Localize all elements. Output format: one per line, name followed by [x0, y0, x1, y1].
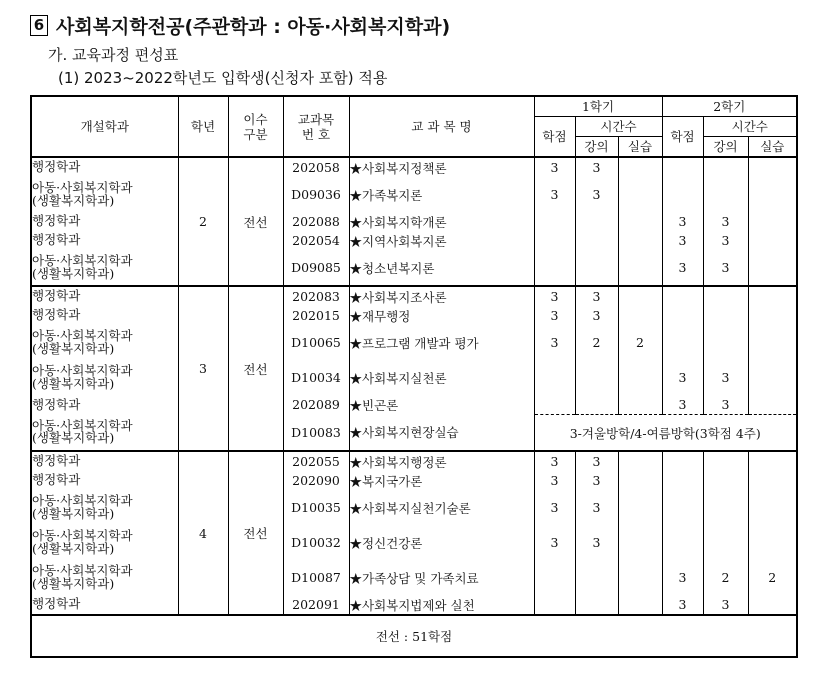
cell-s1p — [618, 560, 662, 595]
cell-type: 전선 — [228, 451, 283, 615]
cell-code: 202091 — [283, 595, 349, 615]
cell-code: 202015 — [283, 306, 349, 325]
cell-s1l: 3 — [575, 157, 618, 177]
cell-subject: ★가족상담 및 가족치료 — [349, 560, 534, 595]
cell-s2c — [662, 325, 703, 360]
cell-s2l — [703, 157, 748, 177]
cell-dept: 행정학과 — [31, 471, 178, 490]
cell-s2p — [748, 250, 797, 286]
cell-s1l — [575, 360, 618, 395]
table-row — [31, 525, 797, 560]
cell-code: D10065 — [283, 325, 349, 360]
section-number: 6 — [30, 15, 48, 36]
cell-s2c: 3 — [662, 395, 703, 415]
table-row — [31, 395, 797, 415]
header-sem1-hours: 시간수 — [575, 117, 662, 137]
cell-s2c — [662, 490, 703, 525]
cell-code: D09085 — [283, 250, 349, 286]
cell-s2l — [703, 325, 748, 360]
cell-s1p — [618, 157, 662, 177]
cell-s1p — [618, 286, 662, 306]
header-code — [283, 96, 349, 157]
cell-code: 202089 — [283, 395, 349, 415]
cell-s1l: 3 — [575, 286, 618, 306]
table-row — [31, 415, 797, 452]
cell-s1l: 3 — [575, 471, 618, 490]
header-sem2-lecture: 강의 — [703, 137, 748, 158]
header-sem2-practice: 실습 — [748, 137, 797, 158]
subheading: 가. 교육과정 편성표 — [48, 46, 179, 64]
cell-s1c: 3 — [534, 471, 575, 490]
cell-code: D10087 — [283, 560, 349, 595]
cell-subject: ★사회복지정책론 — [349, 157, 534, 177]
cell-s1p — [618, 490, 662, 525]
cell-dept: 행정학과 — [31, 451, 178, 471]
cell-s2c — [662, 286, 703, 306]
table-row — [31, 250, 797, 286]
total-credits: 전선 : 51학점 — [31, 615, 797, 657]
cell-s1c — [534, 595, 575, 615]
cell-note: 3-겨울방학/4-여름방학(3학점 4주) — [534, 415, 797, 452]
cell-dept: 아동·사회복지학과 (생활복지학과) — [31, 177, 178, 212]
cell-subject: ★사회복지행정론 — [349, 451, 534, 471]
cell-s1l: 3 — [575, 525, 618, 560]
cell-s1p — [618, 250, 662, 286]
cell-s1p — [618, 231, 662, 250]
cell-s2c: 3 — [662, 595, 703, 615]
cell-subject: ★지역사회복지론 — [349, 231, 534, 250]
cell-subject: ★사회복지실천론 — [349, 360, 534, 395]
cell-subject: ★재무행정 — [349, 306, 534, 325]
header-sem1-practice: 실습 — [618, 137, 662, 158]
table-row — [31, 490, 797, 525]
header-subject: 교 과 목 명 — [349, 96, 534, 157]
cell-s2c — [662, 177, 703, 212]
table-row — [31, 595, 797, 615]
cell-s1c: 3 — [534, 325, 575, 360]
cell-s2p — [748, 595, 797, 615]
cell-year: 4 — [178, 451, 228, 615]
cell-subject: ★청소년복지론 — [349, 250, 534, 286]
header-sem2-hours: 시간수 — [703, 117, 797, 137]
cell-s1p — [618, 471, 662, 490]
cell-s2l — [703, 177, 748, 212]
cell-s2p — [748, 325, 797, 360]
cell-s2c: 3 — [662, 250, 703, 286]
cell-s2p — [748, 525, 797, 560]
cell-s2p — [748, 395, 797, 415]
cell-s1c — [534, 395, 575, 415]
cell-code: 202054 — [283, 231, 349, 250]
cell-s1p — [618, 395, 662, 415]
cell-dept: 행정학과 — [31, 212, 178, 231]
cell-s2l — [703, 451, 748, 471]
cell-code: D10034 — [283, 360, 349, 395]
cell-s2l: 3 — [703, 231, 748, 250]
cell-subject: ★사회복지학개론 — [349, 212, 534, 231]
cell-s1l: 3 — [575, 490, 618, 525]
cell-s2p — [748, 490, 797, 525]
cell-s1l: 3 — [575, 451, 618, 471]
cell-subject: ★빈곤론 — [349, 395, 534, 415]
cell-s2p — [748, 212, 797, 231]
table-row — [31, 286, 797, 306]
cell-dept: 아동·사회복지학과 (생활복지학과) — [31, 325, 178, 360]
cell-s2p — [748, 360, 797, 395]
cell-s2p — [748, 451, 797, 471]
cell-s2p: 2 — [748, 560, 797, 595]
cell-type: 전선 — [228, 157, 283, 286]
subsubheading: (1) 2023~2022학년도 입학생(신청자 포함) 적용 — [58, 69, 388, 87]
header-year: 학년 — [178, 96, 228, 157]
cell-dept: 행정학과 — [31, 157, 178, 177]
cell-s1l — [575, 395, 618, 415]
cell-s2l — [703, 525, 748, 560]
cell-s2p — [748, 177, 797, 212]
header-type — [228, 96, 283, 157]
cell-year: 3 — [178, 286, 228, 451]
header-dept: 개설학과 — [31, 96, 178, 157]
header-sem1-credit: 학점 — [534, 117, 575, 158]
cell-dept: 아동·사회복지학과 (생활복지학과) — [31, 560, 178, 595]
cell-s1l — [575, 560, 618, 595]
cell-s2c — [662, 471, 703, 490]
cell-s2c — [662, 451, 703, 471]
cell-s1l: 3 — [575, 306, 618, 325]
cell-s1p — [618, 451, 662, 471]
cell-dept: 아동·사회복지학과 (생활복지학과) — [31, 250, 178, 286]
cell-subject: ★정신건강론 — [349, 525, 534, 560]
table-row — [31, 560, 797, 595]
cell-s1c — [534, 360, 575, 395]
cell-s1l: 3 — [575, 177, 618, 212]
cell-dept: 행정학과 — [31, 286, 178, 306]
table-row — [31, 360, 797, 395]
cell-subject: ★사회복지법제와 실천 — [349, 595, 534, 615]
cell-s2c — [662, 306, 703, 325]
cell-code: D10035 — [283, 490, 349, 525]
cell-subject: ★사회복지실천기술론 — [349, 490, 534, 525]
cell-s1c — [534, 212, 575, 231]
curriculum-table — [30, 95, 798, 658]
cell-s1l — [575, 231, 618, 250]
cell-code: 202083 — [283, 286, 349, 306]
cell-year: 2 — [178, 157, 228, 286]
cell-s2l — [703, 471, 748, 490]
cell-s1c: 3 — [534, 286, 575, 306]
cell-subject: ★복지국가론 — [349, 471, 534, 490]
cell-dept: 아동·사회복지학과 (생활복지학과) — [31, 490, 178, 525]
cell-s2p — [748, 286, 797, 306]
cell-s2l: 3 — [703, 212, 748, 231]
cell-code: 202055 — [283, 451, 349, 471]
cell-s2l: 3 — [703, 360, 748, 395]
cell-subject: ★가족복지론 — [349, 177, 534, 212]
cell-s2l — [703, 490, 748, 525]
cell-s1p — [618, 306, 662, 325]
cell-s1c: 3 — [534, 177, 575, 212]
cell-code: D09036 — [283, 177, 349, 212]
cell-s2l: 3 — [703, 395, 748, 415]
total-row — [31, 615, 797, 657]
table-row — [31, 212, 797, 231]
table-row — [31, 471, 797, 490]
section-title: 사회복지학전공(주관학과 : 아동·사회복지학과) — [56, 16, 451, 38]
cell-s1p — [618, 177, 662, 212]
cell-dept: 행정학과 — [31, 231, 178, 250]
cell-s1p — [618, 360, 662, 395]
cell-dept: 행정학과 — [31, 306, 178, 325]
cell-s1c — [534, 560, 575, 595]
header-type-label: 이수 구분 — [243, 111, 268, 142]
cell-s1c: 3 — [534, 525, 575, 560]
cell-dept: 아동·사회복지학과 (생활복지학과) — [31, 525, 178, 560]
table-body — [31, 157, 797, 657]
cell-s1p — [618, 595, 662, 615]
header-sem1-lecture: 강의 — [575, 137, 618, 158]
cell-s2c: 3 — [662, 212, 703, 231]
cell-s1c — [534, 250, 575, 286]
table-row — [31, 231, 797, 250]
table-row — [31, 451, 797, 471]
cell-code: 202058 — [283, 157, 349, 177]
table-row — [31, 177, 797, 212]
cell-s2p — [748, 157, 797, 177]
cell-s2c — [662, 157, 703, 177]
section-heading — [30, 12, 450, 39]
header-sem1: 1학기 — [534, 96, 662, 117]
cell-s2l — [703, 286, 748, 306]
cell-subject: ★사회복지현장실습 — [349, 415, 534, 452]
cell-s1c: 3 — [534, 157, 575, 177]
cell-s2p — [748, 306, 797, 325]
cell-s1p — [618, 525, 662, 560]
table-row — [31, 306, 797, 325]
header-sem2-credit: 학점 — [662, 117, 703, 158]
cell-dept: 행정학과 — [31, 595, 178, 615]
cell-type: 전선 — [228, 286, 283, 451]
cell-s1l — [575, 595, 618, 615]
cell-subject: ★프로그램 개발과 평가 — [349, 325, 534, 360]
cell-subject: ★사회복지조사론 — [349, 286, 534, 306]
cell-s2c: 3 — [662, 360, 703, 395]
header-sem2: 2학기 — [662, 96, 797, 117]
cell-code: 202090 — [283, 471, 349, 490]
cell-s1c: 3 — [534, 451, 575, 471]
cell-dept: 아동·사회복지학과 (생활복지학과) — [31, 415, 178, 452]
cell-s1c: 3 — [534, 490, 575, 525]
table-row — [31, 325, 797, 360]
cell-s2c: 3 — [662, 231, 703, 250]
cell-code: D10083 — [283, 415, 349, 452]
cell-s2l: 3 — [703, 595, 748, 615]
cell-dept: 행정학과 — [31, 395, 178, 415]
cell-s1c: 3 — [534, 306, 575, 325]
cell-s2p — [748, 471, 797, 490]
cell-dept: 아동·사회복지학과 (생활복지학과) — [31, 360, 178, 395]
cell-s1c — [534, 231, 575, 250]
header-code-label: 교과목 번 호 — [297, 111, 335, 142]
cell-s2l: 2 — [703, 560, 748, 595]
cell-s1l — [575, 250, 618, 286]
cell-s1l: 2 — [575, 325, 618, 360]
cell-s2l — [703, 306, 748, 325]
cell-s1p: 2 — [618, 325, 662, 360]
cell-s2c: 3 — [662, 560, 703, 595]
cell-code: D10032 — [283, 525, 349, 560]
cell-s2l: 3 — [703, 250, 748, 286]
cell-s1l — [575, 212, 618, 231]
cell-s1p — [618, 212, 662, 231]
table-row — [31, 157, 797, 177]
cell-code: 202088 — [283, 212, 349, 231]
cell-s2p — [748, 231, 797, 250]
cell-s2c — [662, 525, 703, 560]
